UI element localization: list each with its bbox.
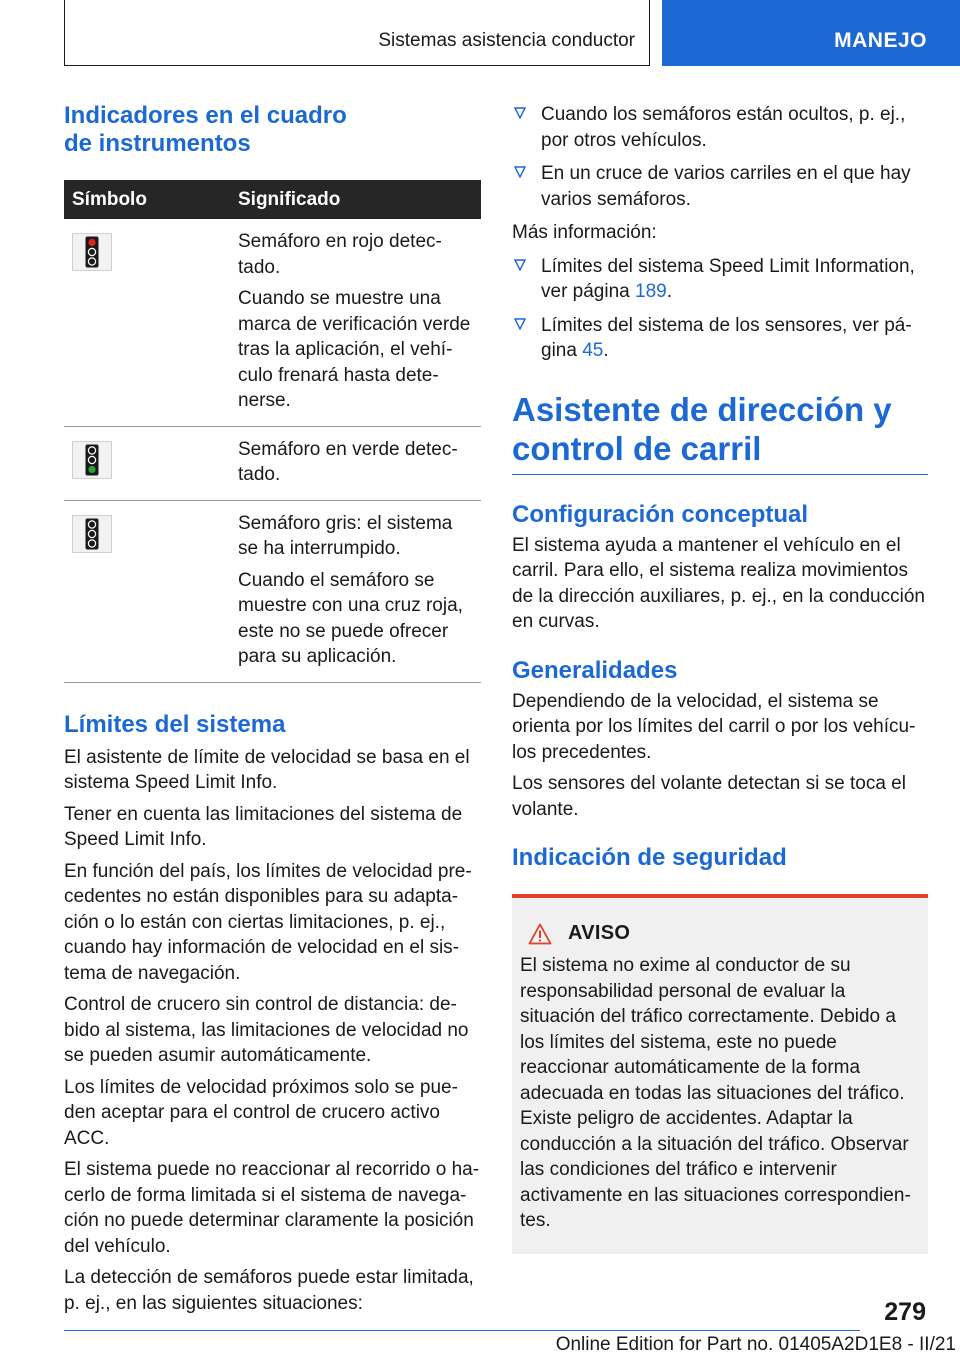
list-item: [512, 102, 928, 153]
paragraph: El sistema puede no reaccionar al recorrido o hacerlo de forma limitada si el sistema de navegación no puede determinar claramente la posición del vehículo.: [64, 1159, 480, 1257]
traffic-light-gray-icon: [72, 515, 112, 553]
general-title: Generalidades: [512, 656, 678, 684]
page-number: 279: [884, 1298, 926, 1326]
concept-title: Configuración conceptual: [512, 500, 809, 528]
page-link[interactable]: 45: [582, 340, 604, 361]
list-item-text: Cuando los semáforos están ocultos, p. ej., por otros vehículos.: [541, 104, 906, 151]
paragraph: Tener en cuenta las limitaciones del sistema de Speed Limit Info.: [64, 803, 463, 850]
warning-header: [528, 922, 920, 945]
footer-edition: Online Edition for Part no. 01405A2D1E8 - II/21: [555, 1334, 956, 1355]
warning-label: AVISO: [568, 922, 631, 944]
table-row: [64, 500, 481, 682]
paragraph: Los límites de velocidad próximos solo se pueden aceptar para el control de crucero activo ACC.: [64, 1076, 458, 1149]
list-item-text: Límites del sistema de los sensores, ver página: [541, 314, 912, 361]
row-text: Semáforo en verde detectado.: [238, 438, 458, 485]
main-title: Asistente de dirección y control de carril: [512, 390, 928, 475]
symbol-table: [64, 180, 481, 683]
paragraph: Los sensores del volante detectan si se toca el volante.: [512, 773, 906, 820]
chapter-tab[interactable]: [662, 0, 960, 66]
table-row: [64, 219, 481, 426]
paragraph: El asistente de límite de velocidad se basa en el sistema Speed Limit Info.: [64, 746, 470, 793]
triangle-bullet-icon: [514, 259, 526, 271]
page-link[interactable]: 189: [635, 281, 667, 302]
row-text: Cuando se muestre una marca de verificación verde tras la aplicación, el vehículo frenará hasta detenerse.: [238, 288, 471, 411]
col-symbol: Símbolo: [64, 180, 230, 219]
chapter-title: MANEJO: [834, 29, 927, 52]
list-item: [512, 254, 928, 305]
table-header-row: [64, 180, 481, 219]
indicators-title: Indicadores en el cuadro de instrumentos: [64, 102, 347, 157]
list-item: [512, 313, 928, 364]
list-item: [512, 161, 928, 212]
row-text: Semáforo en rojo detectado.: [238, 231, 442, 278]
more-info-label: Más información:: [512, 222, 657, 243]
paragraph: Dependiendo de la velocidad, el sistema se orienta por los límites del carril o por los vehículos precedentes.: [512, 690, 916, 763]
triangle-bullet-icon: [514, 107, 526, 119]
limits-body: [64, 745, 481, 1317]
warning-triangle-icon: [528, 923, 552, 945]
situations-list: [512, 102, 928, 212]
list-item-end: .: [603, 340, 609, 361]
list-item-text: Límites del sistema Speed Limit Information, ver página: [541, 255, 915, 302]
table-row: [64, 426, 481, 500]
section-title: Sistemas asistencia conductor: [378, 30, 635, 51]
traffic-light-red-icon: [72, 233, 112, 271]
paragraph: En función del país, los límites de velocidad precedentes no están disponibles para su adaptación o lo están con ciertas limitaciones, p. ej., cuando hay información de velocidad en el sistema de navegación.: [64, 860, 472, 984]
warning-text: El sistema no exime al conductor de su responsabilidad personal de evaluar la situación del tráfico correctamente. Debido a los límites del sistema, este no puede reaccionar automáticamente de la forma adecuada en todas las situaciones del tráfico. Existe peligro de accidentes. Adaptar la conducción a la situación del tráfico. Observar las condiciones del tráfico e intervenir activamente en las situaciones correspondientes.: [520, 955, 911, 1231]
left-column: [64, 102, 481, 1316]
row-text: Cuando el semáforo se muestre con una cruz roja, este no se puede ofrecer para su aplicación.: [238, 569, 463, 667]
triangle-bullet-icon: [514, 166, 526, 178]
list-item-end: .: [666, 281, 672, 302]
paragraph: La detección de semáforos puede estar limitada, p. ej., en las siguientes situaciones:: [64, 1267, 474, 1314]
limits-title: Límites del sistema: [64, 710, 286, 738]
col-meaning: Significado: [230, 180, 481, 219]
right-column: [512, 102, 928, 1254]
warning-box: [512, 894, 928, 1254]
traffic-light-green-icon: [72, 441, 112, 479]
list-item-text: En un cruce de varios carriles en el que hay varios semáforos.: [541, 163, 911, 210]
paragraph: Control de crucero sin control de distancia: debido al sistema, las limitaciones de velocidad no se pueden asumir automáticamente.: [64, 994, 469, 1066]
concept-text: El sistema ayuda a mantener el vehículo en el carril. Para ello, el sistema realiza movimientos de la dirección auxiliares, p. ej., en la conducción en curvas.: [512, 534, 925, 632]
row-text: Semáforo gris: el sistema se ha interrumpido.: [238, 512, 453, 559]
triangle-bullet-icon: [514, 318, 526, 330]
more-info-list: [512, 254, 928, 364]
section-header: [64, 0, 650, 66]
safety-title: Indicación de seguridad: [512, 844, 787, 871]
footer-divider: [64, 1330, 860, 1331]
